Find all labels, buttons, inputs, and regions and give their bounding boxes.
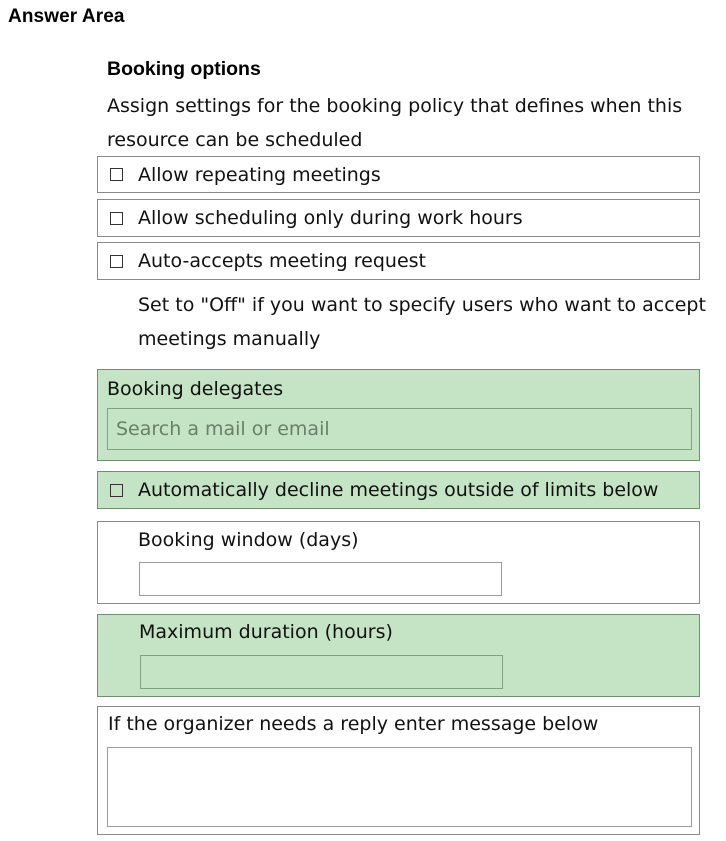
reply-message-section [97,706,700,835]
reply-message-label: If the organizer needs a reply enter message below [108,713,599,735]
auto-decline-label: Automatically decline meetings outside of limits below [138,479,659,501]
allow-repeating-meetings-row[interactable] [97,156,700,193]
max-duration-section [97,614,700,697]
reply-message-textarea[interactable] [107,747,692,827]
booking-delegates-label: Booking delegates [107,378,284,400]
auto-decline-row[interactable] [97,471,700,509]
allow-repeating-meetings-checkbox[interactable] [110,168,123,181]
booking-window-label: Booking window (days) [138,529,359,551]
allow-work-hours-only-checkbox[interactable] [110,212,123,225]
answer-area-title: Answer Area [8,6,125,27]
allow-work-hours-only-label: Allow scheduling only during work hours [138,207,523,229]
auto-accept-label: Auto-accepts meeting request [138,250,426,272]
booking-options-heading: Booking options [107,58,261,80]
max-duration-label: Maximum duration (hours) [139,621,393,643]
booking-window-section [97,521,700,604]
allow-repeating-meetings-label: Allow repeating meetings [138,163,381,186]
auto-accept-note: Set to "Off" if you want to specify users who want to accept meetings manually [138,294,706,350]
booking-options-description: Assign settings for the booking policy that defines when this resource can be scheduled [107,95,683,151]
max-duration-input[interactable] [140,655,503,689]
auto-accept-checkbox[interactable] [110,255,123,268]
booking-delegates-search-input[interactable] [107,408,692,450]
booking-delegates-section [97,369,700,461]
auto-accept-row[interactable] [97,242,700,280]
booking-window-input[interactable] [139,562,502,596]
auto-decline-checkbox[interactable] [110,484,123,497]
allow-work-hours-only-row[interactable] [97,199,700,237]
